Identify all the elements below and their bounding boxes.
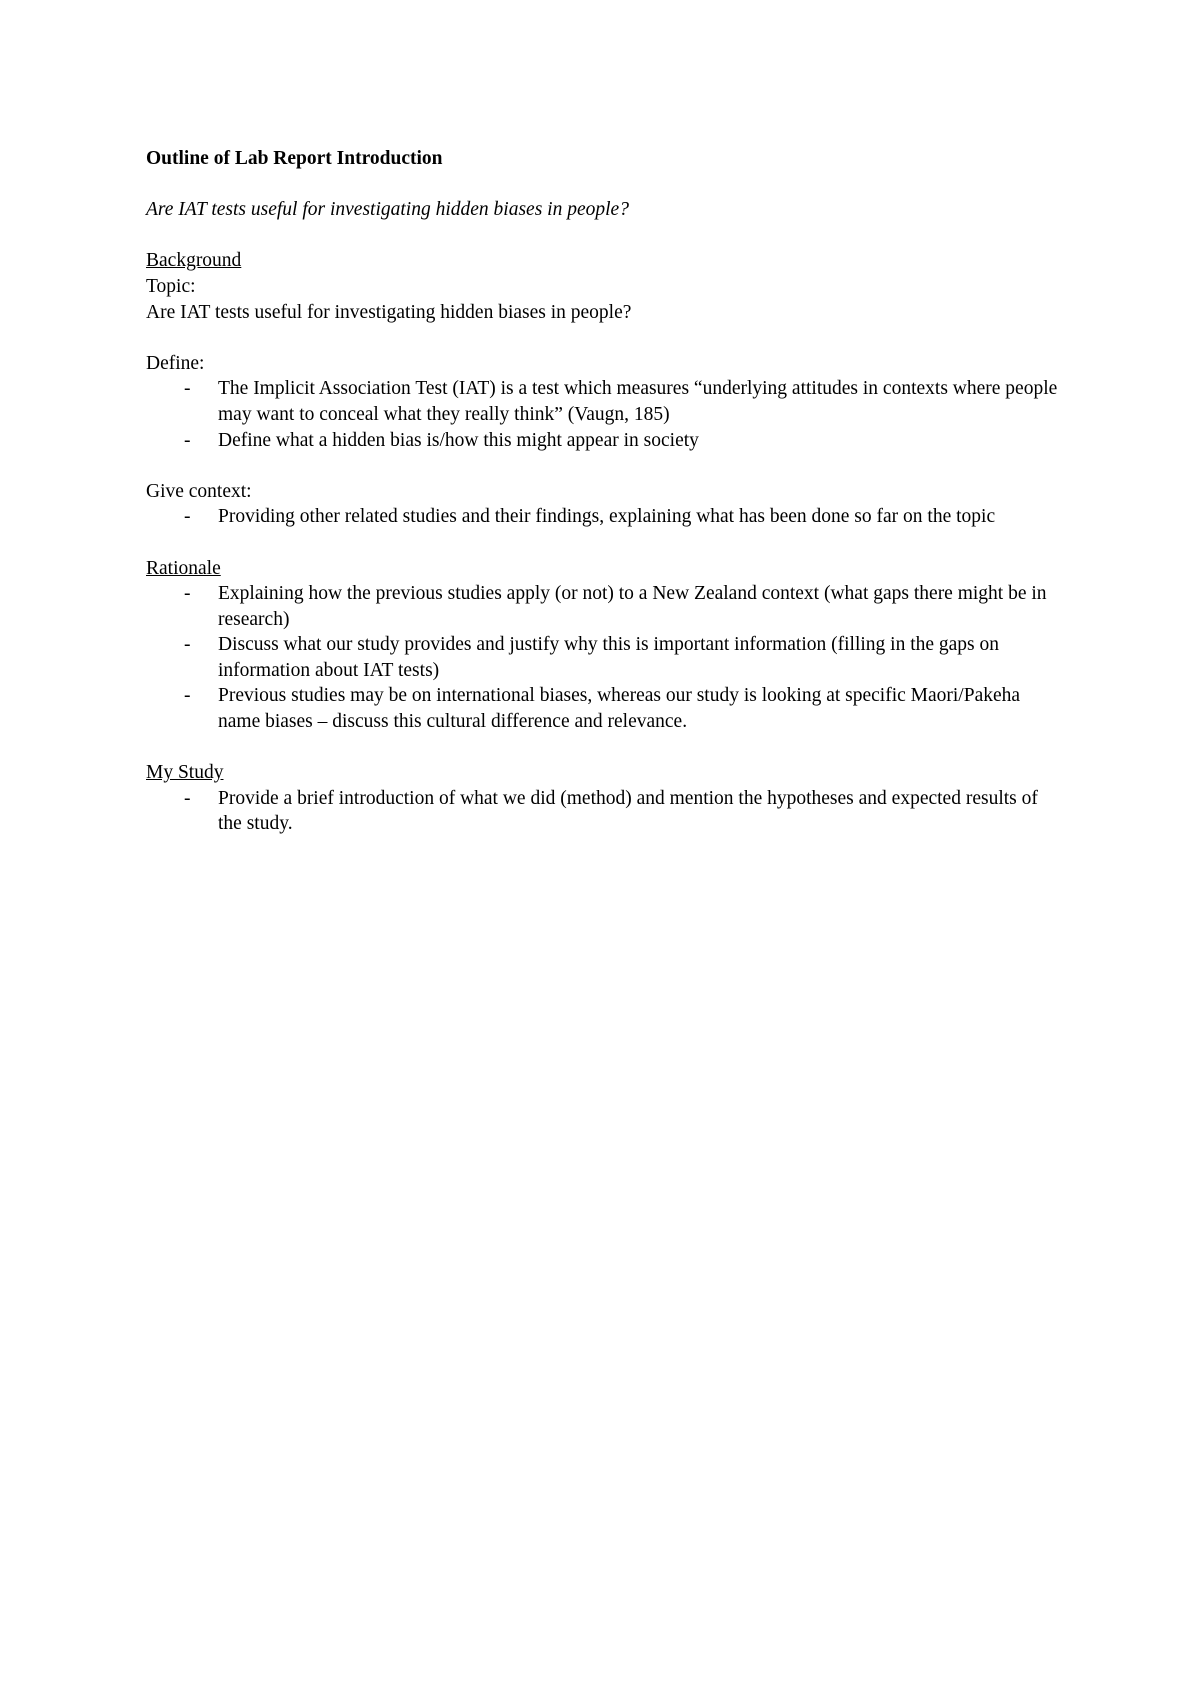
list-item-text: Discuss what our study provides and justify why this is important information (filling in the gaps on information about IAT tests): [218, 634, 1000, 681]
list-item: [146, 632, 1066, 683]
dash-bullet: -: [184, 506, 191, 528]
spacer: [146, 325, 1066, 351]
spacer: [146, 530, 1066, 556]
dash-bullet: -: [184, 685, 191, 707]
list-item-text: Previous studies may be on international biases, whereas our study is looking at specific Maori/Pakeha name biases – discuss this cultural difference and relevance.: [218, 685, 1021, 733]
define-list: [146, 376, 1066, 453]
list-item-text: The Implicit Association Test (IAT) is a test which measures “underlying attitudes in contexts where people may want to conceal what they really think” (Vaugn, 185): [218, 378, 1058, 425]
list-item: [146, 581, 1066, 632]
section-heading-background: Background: [146, 250, 242, 272]
section-heading-rationale: Rationale: [146, 557, 221, 579]
spacer: [146, 453, 1066, 479]
research-question: Are IAT tests useful for investigating hidden biases in people?: [146, 199, 629, 221]
dash-bullet: -: [184, 787, 191, 809]
spacer: [146, 172, 1066, 198]
define-label: Define:: [146, 352, 205, 374]
rationale-list: [146, 581, 1066, 735]
document-body: [146, 146, 1066, 837]
list-item: [146, 376, 1066, 427]
spacer: [146, 223, 1066, 249]
section-heading-my-study: My Study: [146, 762, 224, 784]
list-item-text: Define what a hidden bias is/how this might appear in society: [218, 429, 699, 451]
list-item: [146, 786, 1066, 837]
list-item: [146, 504, 1066, 530]
spacer: [146, 735, 1066, 761]
my-study-list: [146, 786, 1066, 837]
dash-bullet: -: [184, 378, 191, 400]
document-title: Outline of Lab Report Introduction: [146, 148, 443, 169]
dash-bullet: -: [184, 583, 191, 605]
topic-text: Are IAT tests useful for investigating hidden biases in people?: [146, 301, 632, 323]
list-item-text: Provide a brief introduction of what we did (method) and mention the hypotheses and expected results of the study.: [218, 787, 1038, 835]
context-label: Give context:: [146, 480, 252, 502]
dash-bullet: -: [184, 634, 191, 656]
dash-bullet: -: [184, 429, 191, 451]
list-item-text: Explaining how the previous studies apply (or not) to a New Zealand context (what gaps there might be in research): [218, 583, 1047, 630]
list-item-text: Providing other related studies and their findings, explaining what has been done so far on the topic: [218, 506, 996, 528]
list-item: [146, 683, 1066, 734]
topic-label: Topic:: [146, 275, 196, 297]
context-list: [146, 504, 1066, 530]
list-item: [146, 428, 1066, 454]
